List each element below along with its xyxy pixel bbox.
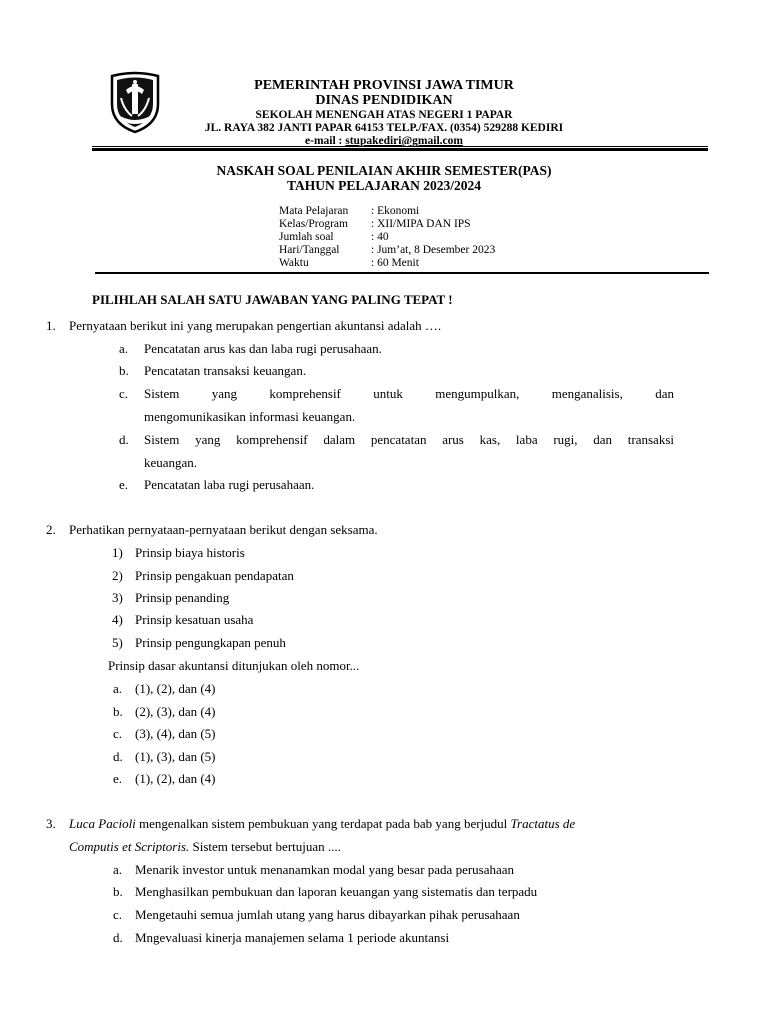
option-letter: a. bbox=[113, 862, 123, 877]
info-row-subject bbox=[279, 205, 495, 218]
question-number: 1. bbox=[46, 318, 56, 333]
option-text: (1), (3), dan (5) bbox=[135, 749, 216, 764]
jawa-timur-emblem-logo bbox=[106, 70, 164, 134]
letterhead-divider-thick bbox=[92, 148, 708, 151]
option-letter: d. bbox=[119, 432, 129, 447]
option-letter: b. bbox=[119, 363, 129, 378]
option-text: Menghasilkan pembukuan dan laporan keuangan yang sistematis dan terpadu bbox=[135, 884, 538, 899]
question-text-line2 bbox=[69, 839, 341, 855]
option-letter: c. bbox=[113, 726, 123, 741]
exam-title bbox=[100, 163, 668, 193]
letterhead-government: PEMERINTAH PROVINSI JAWA TIMUR bbox=[254, 78, 514, 93]
info-value: : XII/MIPA DAN IPS bbox=[371, 218, 471, 230]
option-text: Mngevaluasi kinerja manajemen selama 1 periode akuntansi bbox=[135, 930, 450, 945]
info-label: Hari/Tanggal bbox=[279, 244, 340, 256]
email-label: e-mail : bbox=[305, 135, 346, 147]
statement-text: Prinsip penanding bbox=[135, 590, 230, 605]
letterhead-divider-thin bbox=[92, 146, 708, 147]
statement-text: Prinsip kesatuan usaha bbox=[135, 612, 254, 627]
info-row-time bbox=[279, 257, 495, 270]
info-value: : Ekonomi bbox=[371, 205, 420, 217]
option-text: (1), (2), dan (4) bbox=[135, 681, 216, 696]
letterhead-department: DINAS PENDIDIKAN bbox=[315, 93, 453, 108]
info-label: Kelas/Program bbox=[279, 218, 348, 230]
exam-title-line2: TAHUN PELAJARAN 2023/2024 bbox=[286, 178, 481, 193]
email-link[interactable]: stupakediri@gmail.com bbox=[345, 135, 463, 147]
option-text: Sistem yang komprehensif dalam pencatatan arus kas, laba rugi, dan transaksi bbox=[144, 432, 674, 447]
option-letter: d. bbox=[113, 749, 123, 764]
option-text: Pencatatan transaksi keuangan. bbox=[144, 363, 307, 378]
option-text: (1), (2), dan (4) bbox=[135, 771, 216, 786]
option-text: Menarik investor untuk menanamkan modal yang besar pada perusahaan bbox=[135, 862, 515, 877]
option-letter: e. bbox=[119, 477, 129, 492]
question-text: mengenalkan sistem pembukuan yang terdapat pada bab yang berjudul bbox=[135, 816, 511, 831]
book-title-part2: Computis et Scriptoris. bbox=[69, 839, 190, 854]
info-row-class bbox=[279, 218, 495, 231]
statement-text: Prinsip pengungkapan penuh bbox=[135, 635, 286, 650]
instruction-heading: PILIHLAH SALAH SATU JAWABAN YANG PALING TEPAT ! bbox=[92, 292, 453, 307]
exam-title-line1: NASKAH SOAL PENILAIAN AKHIR SEMESTER(PAS) bbox=[216, 163, 552, 178]
option-text: Mengetauhi semua jumlah utang yang harus dibayarkan pihak perusahaan bbox=[135, 907, 520, 922]
info-divider bbox=[95, 272, 709, 274]
info-label: Waktu bbox=[279, 257, 309, 269]
option-letter: c. bbox=[113, 907, 123, 922]
question-number: 2. bbox=[46, 522, 56, 537]
option-letter: b. bbox=[113, 884, 123, 899]
info-label: Mata Pelajaran bbox=[279, 205, 349, 217]
statement-number: 5) bbox=[112, 635, 123, 650]
info-row-date bbox=[279, 244, 495, 257]
option-text-continued: keuangan. bbox=[144, 455, 198, 470]
option-letter: d. bbox=[113, 930, 123, 945]
statement-number: 3) bbox=[112, 590, 123, 605]
statement-number: 2) bbox=[112, 568, 123, 583]
option-text: (2), (3), dan (4) bbox=[135, 704, 216, 719]
option-letter: a. bbox=[119, 341, 129, 356]
question-text: Pernyataan berikut ini yang merupakan pengertian akuntansi adalah …. bbox=[69, 318, 442, 333]
letterhead bbox=[164, 78, 604, 148]
option-letter: c. bbox=[119, 386, 129, 401]
question-prompt: Prinsip dasar akuntansi ditunjukan oleh nomor... bbox=[108, 658, 360, 673]
letterhead-school: SEKOLAH MENENGAH ATAS NEGERI 1 PAPAR bbox=[255, 109, 513, 121]
info-value: : 60 Menit bbox=[371, 257, 419, 269]
statement-number: 1) bbox=[112, 545, 123, 560]
question-text: Perhatikan pernyataan-pernyataan berikut dengan seksama. bbox=[69, 522, 378, 537]
statement-text: Prinsip biaya historis bbox=[135, 545, 245, 560]
question-text-line1 bbox=[69, 816, 575, 832]
statement-number: 4) bbox=[112, 612, 123, 627]
option-letter: b. bbox=[113, 704, 123, 719]
option-text: Sistem yang komprehensif untuk mengumpulkan, menganalisis, dan bbox=[144, 386, 674, 401]
question-text-end: Sistem tersebut bertujuan .... bbox=[189, 839, 341, 854]
option-letter: e. bbox=[113, 771, 123, 786]
info-value: : Jum’at, 8 Desember 2023 bbox=[371, 244, 496, 256]
option-text: Pencatatan laba rugi perusahaan. bbox=[144, 477, 315, 492]
book-title-part1: Tractatus de bbox=[510, 816, 576, 831]
exam-info-table bbox=[279, 205, 495, 270]
letterhead-address: JL. RAYA 382 JANTI PAPAR 64153 TELP./FAX. (0354) 529288 KEDIRI bbox=[204, 122, 564, 134]
info-row-count bbox=[279, 231, 495, 244]
option-text-continued: mengomunikasikan informasi keuangan. bbox=[144, 409, 356, 424]
question-number: 3. bbox=[46, 816, 56, 831]
person-name: Luca Pacioli bbox=[69, 816, 136, 831]
info-value: : 40 bbox=[371, 231, 389, 243]
option-text: (3), (4), dan (5) bbox=[135, 726, 216, 741]
statement-text: Prinsip pengakuan pendapatan bbox=[135, 568, 294, 583]
option-text: Pencatatan arus kas dan laba rugi perusahaan. bbox=[144, 341, 382, 356]
option-letter: a. bbox=[113, 681, 123, 696]
info-label: Jumlah soal bbox=[279, 231, 334, 243]
